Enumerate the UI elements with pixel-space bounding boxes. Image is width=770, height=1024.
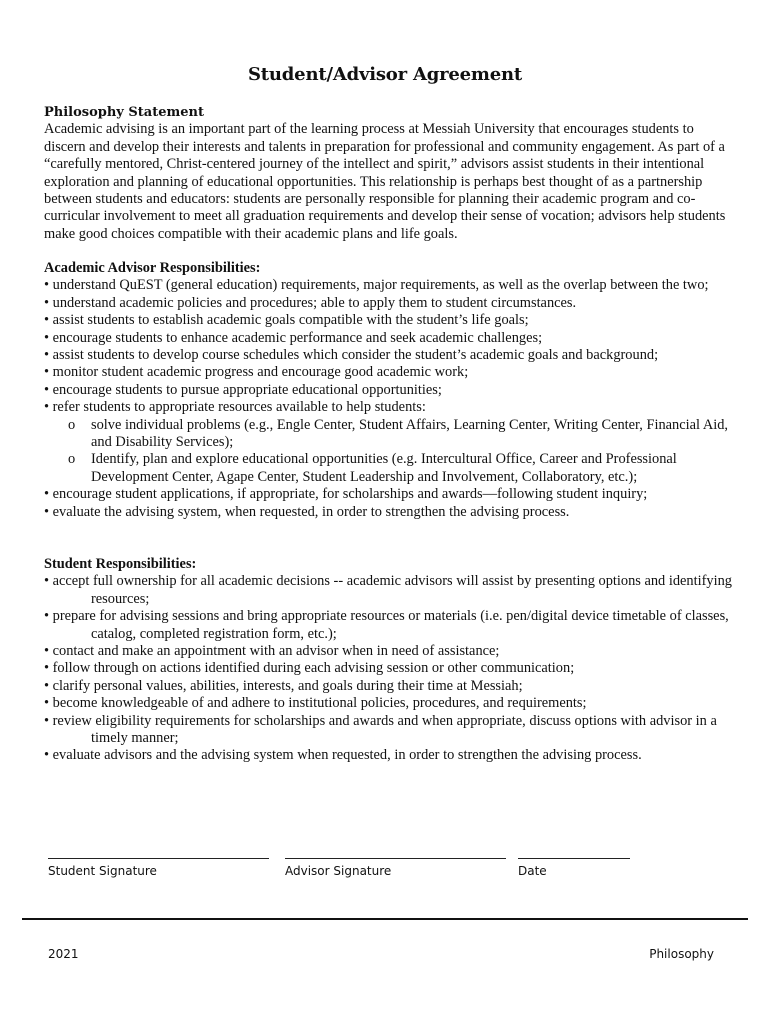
sub-bullet-marker: o	[68, 416, 76, 433]
sub-list-item-text: Identify, plan and explore educational opportunities (e.g. Intercultural Office, Career and Professional Development Center, Agape Center, Student Leadership and Involvement, Collaboratory, etc.);	[91, 451, 677, 485]
list-item: • encourage students to enhance academic performance and seek academic challenges;	[44, 329, 543, 346]
advisor-responsibilities-heading: Academic Advisor Responsibilities:	[44, 260, 261, 276]
sub-list-item-text: solve individual problems (e.g., Engle Center, Student Affairs, Learning Center, Writing Center, Financial Aid, and Disability Services);	[91, 416, 729, 451]
list-item: • prepare for advising sessions and bring appropriate resources or materials (i.e. pen/digital device timetable of classes, catalog, completed registration form, etc.);	[44, 608, 729, 642]
list-item: • encourage student applications, if appropriate, for scholarships and awards—following student inquiry;	[44, 486, 648, 503]
list-item: • evaluate advisors and the advising system when requested, in order to strengthen the advising process.	[44, 747, 642, 764]
list-item: • contact and make an appointment with an advisor when in need of assistance;	[44, 643, 500, 660]
list-item: • encourage students to pursue appropriate educational opportunities;	[44, 381, 442, 398]
list-item: • evaluate the advising system, when requested, in order to strengthen the advising process.	[44, 503, 570, 520]
student-responsibilities-section	[44, 556, 734, 765]
list-item: • assist students to establish academic goals compatible with the student’s life goals;	[44, 312, 529, 329]
list-item: • accept full ownership for all academic decisions -- academic advisors will assist by presenting options and identifying resources;	[44, 573, 733, 607]
list-item: • follow through on actions identified during each advising session or other communication;	[44, 660, 575, 677]
advisor-signature-block	[285, 846, 506, 878]
sub-bullet-marker: o	[68, 451, 76, 468]
philosophy-paragraph: Academic advising is an important part of the learning process at Messiah University that encourages students to discern and develop their interests and talents in preparation for professional and community engagement. As part of a “carefully mentored, Christ-centered journey of the intellect and spirit,” advisors assist students in their intentional exploration and planning of educational opportunities. This relationship is perhaps best thought of as a partnership between students and educators: students are personally responsible for planning their academic program and co-curricular involvement to meet all graduation requirements and develop their sense of vocation; advisors help students make good choices compatible with their academic plans and life goals.	[44, 121, 726, 242]
student-signature-line[interactable]	[48, 846, 269, 859]
sub-list-item	[44, 417, 734, 452]
list-item: • clarify personal values, abilities, interests, and goals during their time at Messiah;	[44, 677, 523, 694]
student-signature-block	[48, 846, 269, 878]
student-signature-label: Student Signature	[48, 864, 157, 878]
list-item: • monitor student academic progress and encourage good academic work;	[44, 364, 469, 381]
philosophy-heading: Philosophy Statement	[44, 105, 204, 120]
advisor-responsibilities-section	[44, 260, 734, 521]
date-line[interactable]	[518, 846, 630, 859]
date-block	[518, 846, 630, 878]
footer-year: 2021	[48, 947, 79, 961]
list-item: • understand academic policies and procedures; able to apply them to student circumstances.	[44, 294, 577, 311]
page-title: Student/Advisor Agreement	[248, 64, 522, 85]
sub-list-item	[44, 451, 734, 486]
footer-section-name: Philosophy	[649, 947, 714, 961]
student-responsibilities-heading: Student Responsibilities:	[44, 556, 197, 572]
philosophy-section	[44, 104, 734, 243]
signature-row	[48, 846, 728, 886]
list-item: • become knowledgeable of and adhere to institutional policies, procedures, and requirements;	[44, 695, 587, 712]
list-item: • assist students to develop course schedules which consider the student’s academic goals and background;	[44, 347, 659, 364]
list-item: • refer students to appropriate resources available to help students:	[44, 399, 426, 416]
footer-divider	[22, 918, 748, 920]
list-item: • understand QuEST (general education) requirements, major requirements, as well as the overlap between the two;	[44, 277, 709, 294]
advisor-signature-label: Advisor Signature	[285, 864, 392, 878]
list-item: • review eligibility requirements for scholarships and awards and when appropriate, discuss options with advisor in a timely manner;	[44, 712, 717, 747]
date-label: Date	[518, 864, 547, 878]
advisor-signature-line[interactable]	[285, 846, 506, 859]
